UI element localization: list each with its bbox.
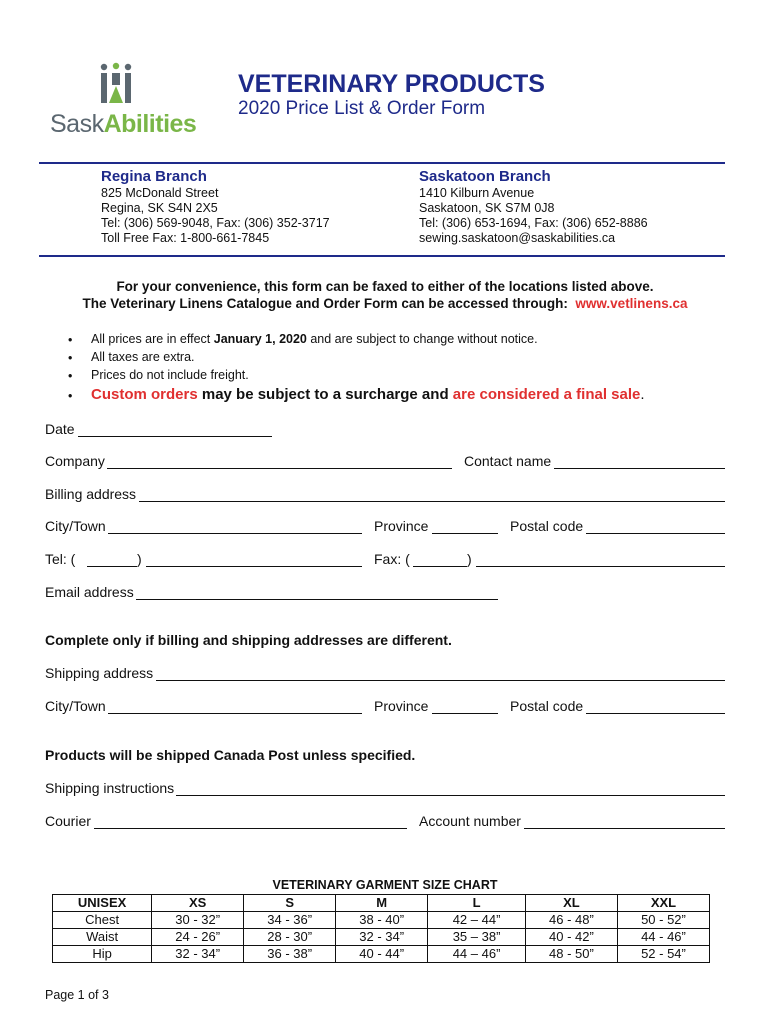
table-cell: 30 - 32”	[152, 912, 244, 929]
table-cell: Hip	[53, 946, 152, 963]
account-number-label: Account number	[419, 813, 521, 829]
saskatoon-phone-line: Tel: (306) 653-1694, Fax: (306) 652-8886	[419, 216, 648, 230]
shipping-address-label: Shipping address	[45, 665, 154, 681]
page-title: VETERINARY PRODUCTS	[238, 70, 545, 98]
shipping-address-field[interactable]	[156, 680, 725, 681]
table-row	[53, 912, 710, 929]
header-cell: XS	[152, 895, 244, 912]
regina-address-line: 825 McDonald Street	[101, 186, 219, 200]
saskatoon-branch-name: Saskatoon Branch	[419, 168, 551, 185]
vetlinens-link[interactable]: www.vetlinens.ca	[575, 296, 688, 311]
table-row	[53, 946, 710, 963]
header-cell: L	[428, 895, 526, 912]
date-field[interactable]	[78, 436, 272, 437]
postal-code-label: Postal code	[510, 518, 584, 534]
table-cell: 32 - 34”	[336, 929, 428, 946]
logo-wordmark: SaskAbilities	[50, 110, 197, 138]
courier-field[interactable]	[94, 828, 407, 829]
bullet-dot: •	[68, 351, 73, 365]
table-cell: 32 - 34”	[152, 946, 244, 963]
email-label: Email address	[45, 584, 134, 600]
billing-address-label: Billing address	[45, 486, 137, 502]
contact-name-field[interactable]	[554, 468, 725, 469]
table-cell: 38 - 40”	[336, 912, 428, 929]
contact-name-label: Contact name	[464, 453, 552, 469]
fax-number-field[interactable]	[476, 566, 725, 567]
fax-close-paren: )	[467, 551, 472, 567]
size-chart-title: VETERINARY GARMENT SIZE CHART	[272, 878, 498, 892]
city-town-label: City/Town	[45, 518, 106, 534]
header-cell: S	[244, 895, 336, 912]
account-number-field[interactable]	[524, 828, 725, 829]
fax-notice: For your convenience, this form can be faxed to either of the locations listed above.	[116, 279, 654, 294]
table-cell: 36 - 38”	[244, 946, 336, 963]
regina-branch-name: Regina Branch	[101, 168, 207, 185]
table-cell: 35 – 38”	[428, 929, 526, 946]
shipping-instructions-label: Shipping instructions	[45, 780, 175, 796]
table-cell: 50 - 52”	[617, 912, 709, 929]
saskabilities-logo-icon	[96, 62, 136, 108]
courier-label: Courier	[45, 813, 91, 829]
fax-area-code-field[interactable]	[413, 566, 467, 567]
table-cell: 48 - 50”	[525, 946, 617, 963]
saskatoon-city-line: Saskatoon, SK S7M 0J8	[419, 201, 555, 215]
bullet-prices: All prices are in effect January 1, 2020 and are subject to change without notice.	[91, 332, 538, 346]
catalogue-notice	[0, 296, 770, 311]
page-number: Page 1 of 3	[45, 988, 109, 1002]
bullet-dot: •	[68, 389, 73, 403]
table-cell: 40 - 44”	[336, 946, 428, 963]
bullet-taxes: All taxes are extra.	[91, 350, 195, 364]
ship-city-town-label: City/Town	[45, 698, 106, 714]
company-label: Company	[45, 453, 105, 469]
ship-province-field[interactable]	[432, 713, 498, 714]
shipping-note: Complete only if billing and shipping addresses are different.	[45, 632, 452, 648]
city-town-field[interactable]	[108, 533, 362, 534]
tel-label: Tel: (	[45, 551, 76, 567]
saskatoon-email-line: sewing.saskatoon@saskabilities.ca	[419, 231, 616, 245]
table-cell: 24 - 26”	[152, 929, 244, 946]
province-label: Province	[374, 518, 429, 534]
size-chart-table	[52, 894, 710, 963]
company-field[interactable]	[107, 468, 452, 469]
header-cell: UNISEX	[53, 895, 152, 912]
tel-area-code-field[interactable]	[87, 566, 137, 567]
table-cell: 44 – 46”	[428, 946, 526, 963]
header-cell: XXL	[617, 895, 709, 912]
regina-city-line: Regina, SK S4N 2X5	[101, 201, 218, 215]
table-cell: 46 - 48”	[525, 912, 617, 929]
date-label: Date	[45, 421, 75, 437]
page-subtitle: 2020 Price List & Order Form	[238, 98, 486, 119]
ship-province-label: Province	[374, 698, 429, 714]
saskatoon-address-line: 1410 Kilburn Avenue	[419, 186, 535, 200]
regina-tollfree-line: Toll Free Fax: 1-800-661-7845	[101, 231, 270, 245]
bullet-custom-orders: Custom orders may be subject to a surcharge and are considered a final sale.	[91, 386, 645, 403]
ship-city-town-field[interactable]	[108, 713, 362, 714]
bullet-dot: •	[68, 333, 73, 347]
ship-postal-code-field[interactable]	[586, 713, 725, 714]
canada-post-note: Products will be shipped Canada Post unless specified.	[45, 747, 416, 763]
table-cell: 52 - 54”	[617, 946, 709, 963]
top-divider	[39, 162, 725, 164]
table-cell: 42 – 44”	[428, 912, 526, 929]
table-row	[53, 929, 710, 946]
size-chart-header-row	[53, 895, 710, 912]
tel-number-field[interactable]	[146, 566, 362, 567]
catalogue-notice-text: The Veterinary Linens Catalogue and Order Form can be accessed through:	[82, 296, 568, 311]
header-cell: XL	[525, 895, 617, 912]
email-field[interactable]	[136, 599, 498, 600]
province-field[interactable]	[432, 533, 498, 534]
postal-code-field[interactable]	[586, 533, 725, 534]
table-cell: Waist	[53, 929, 152, 946]
bullet-dot: •	[68, 369, 73, 383]
table-cell: Chest	[53, 912, 152, 929]
table-cell: 44 - 46”	[617, 929, 709, 946]
table-cell: 34 - 36”	[244, 912, 336, 929]
regina-phone-line: Tel: (306) 569-9048, Fax: (306) 352-3717	[101, 216, 330, 230]
shipping-instructions-field[interactable]	[176, 795, 725, 796]
bullet-freight: Prices do not include freight.	[91, 368, 249, 382]
header-cell: M	[336, 895, 428, 912]
ship-postal-code-label: Postal code	[510, 698, 584, 714]
table-cell: 28 - 30”	[244, 929, 336, 946]
billing-address-field[interactable]	[139, 501, 725, 502]
tel-close-paren: )	[137, 551, 142, 567]
mid-divider	[39, 255, 725, 257]
table-cell: 40 - 42”	[525, 929, 617, 946]
fax-label: Fax: (	[374, 551, 410, 567]
